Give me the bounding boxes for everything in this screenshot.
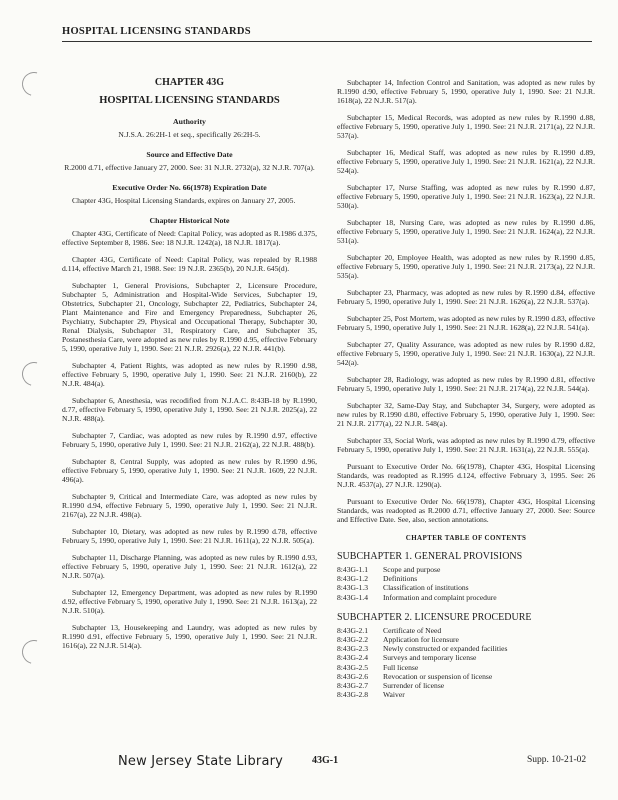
supplement-date: Supp. 10-21-02 (527, 755, 587, 765)
library-stamp: New Jersey State Library (118, 753, 284, 770)
subchapter-1-title: SUBCHAPTER 1. GENERAL PROVISIONS (337, 551, 523, 562)
history-paragraph: Subchapter 10, Dietary, was adopted as new rules by R.1990 d.78, effective February 5, 1990, operative July 1, 1990. See: 21 N.J.R. 1611(a), 22 N.J.R. 505(a). (62, 527, 317, 545)
executive-order-text: Chapter 43G, Hospital Licensing Standards, expires on January 27, 2005. (72, 196, 296, 205)
section-title: Application for licensure (383, 635, 459, 645)
toc-entry[interactable] (337, 690, 595, 699)
section-title: Certificate of Need (383, 625, 442, 635)
history-paragraph: Subchapter 4, Patient Rights, was adopted as new rules by R.1990 d.98, effective February 5, 1990, operative July 1, 1990. See: 21 N.J.R. 2160(b), 22 N.J.R. 484(a). (62, 361, 317, 388)
authority-text: N.J.S.A. 26:2H-1 et seq., specifically 26:2H-5. (118, 130, 261, 139)
history-paragraph: Subchapter 15, Medical Records, was adopted as new rules by R.1990 d.88, effective February 5, 1990, operative July 1, 1990. See: 21 N.J.R. 2171(a), 22 N.J.R. 537(a). (337, 113, 595, 140)
authority-heading: Authority (173, 117, 206, 126)
section-number: 8:43G-1.3 (337, 583, 369, 593)
right-column (337, 78, 595, 710)
history-paragraph: Subchapter 25, Post Mortem, was adopted as new rules by R.1990 d.83, effective February 5, 1990, operative July 1, 1990. See: 21 N.J.R. 1628(a), 22 N.J.R. 541(a). (337, 314, 595, 332)
toc-entry[interactable] (337, 663, 595, 672)
history-paragraph: Subchapter 17, Nurse Staffing, was adopted as new rules by R.1990 d.87, effective February 5, 1990, operative July 1, 1990. See: 21 N.J.R. 1623(a), 22 N.J.R. 530(a). (337, 183, 595, 210)
section-number: 8:43G-1.2 (337, 574, 369, 584)
section-title: Waiver (383, 690, 405, 700)
history-paragraph: Subchapter 33, Social Work, was adopted as new rules by R.1990 d.79, effective February 5, 1990, operative July 1, 1990. See: 21 N.J.R. 1631(a), 22 N.J.R. 555(a). (337, 436, 595, 454)
history-paragraph: Pursuant to Executive Order No. 66(1978), Chapter 43G, Hospital Licensing Standards, was readopted as R.1995 d.124, effective February 3, 1995. See: 26 N.J.R. 4537(a), 27 N.J.R. 1290(a). (337, 462, 595, 489)
source-text: R.2000 d.71, effective January 27, 2000. See: 31 N.J.R. 2732(a), 32 N.J.R. 707(a). (64, 163, 315, 172)
toc-entry[interactable] (337, 583, 595, 592)
toc-entry[interactable] (337, 626, 595, 635)
section-title: Scope and purpose (383, 565, 441, 574)
history-paragraph: Subchapter 16, Medical Staff, was adopted as new rules by R.1990 d.89, effective February 5, 1990, operative July 1, 1990. See: 21 N.J.R. 1621(a), 22 N.J.R. 524(a). (337, 148, 595, 175)
executive-order-heading: Executive Order No. 66(1978) Expiration Date (112, 183, 267, 192)
history-paragraph: Subchapter 1, General Provisions, Subchapter 2, Licensure Procedure, Subchapter 5, Administration and Hospital-Wide Services, Subchapter 19, Obstetrics, Subchapter 21, Oncology, Subchapter 22, Pediatrics, Subchapter 24, Plant Maintenance and Fire and Emergency Preparedness, Subchapter 26, Psychiatry, Subchapter 29, Physical and Occupational Therapy, Subchapter 30, Renal Dialysis, Subchapter 31, Respiratory Care, and Subchapter 35, Postanesthesia Care, were adopted as new rules by R.1990 d.95, effective February 5, 1990, operative July 1, 1990. See: 21 N.J.R. 2926(a), 22 N.J.R. 441(b). (62, 281, 317, 353)
toc-entry[interactable] (337, 681, 595, 690)
section-number: 8:43G-2.4 (337, 653, 369, 663)
history-paragraph: Subchapter 27, Quality Assurance, was adopted as new rules by R.1990 d.82, effective February 5, 1990, operative July 1, 1990. See: 21 N.J.R. 1630(a), 22 N.J.R. 542(a). (337, 340, 595, 367)
toc-entry[interactable] (337, 644, 595, 653)
history-paragraph: Subchapter 9, Critical and Intermediate Care, was adopted as new rules by R.1990 d.94, effective February 5, 1990, operative July 1, 1990. See: 21 N.J.R. 2167(a), 22 N.J.R. 498(a). (62, 492, 317, 519)
toc-heading: CHAPTER TABLE OF CONTENTS (405, 534, 527, 542)
section-title: Classification of institutions (383, 583, 469, 593)
toc-entry[interactable] (337, 593, 595, 602)
subchapter-1-toc (337, 565, 595, 602)
punch-hole-mark (18, 636, 51, 669)
toc-entry[interactable] (337, 635, 595, 644)
history-paragraph: Chapter 43G, Certificate of Need: Capital Policy, was repealed by R.1988 d.114, effective March 21, 1988. See: 19 N.J.R. 2365(b), 20 N.J.R. 645(d). (62, 255, 317, 273)
history-paragraph: Subchapter 11, Discharge Planning, was adopted as new rules by R.1990 d.93, effective February 5, 1990, operative July 1, 1990. See: 21 N.J.R. 1612(a), 22 N.J.R. 507(a). (62, 553, 317, 580)
subchapter-2-title: SUBCHAPTER 2. LICENSURE PROCEDURE (337, 611, 532, 623)
section-title: Definitions (383, 574, 418, 584)
toc-entry[interactable] (337, 565, 595, 574)
section-title: Information and complaint procedure (383, 592, 497, 602)
section-title: Surveys and temporary license (383, 653, 477, 663)
history-paragraph: Subchapter 13, Housekeeping and Laundry, was adopted as new rules by R.1990 d.91, effective February 5, 1990, operative July 1, 1990. See: 21 N.J.R. 1616(a), 22 N.J.R. 514(a). (62, 623, 317, 650)
section-number: 8:43G-2.7 (337, 681, 369, 691)
section-title: Full license (383, 662, 419, 672)
page-number: 43G-1 (312, 755, 339, 766)
section-number: 8:43G-2.3 (337, 644, 369, 654)
punch-hole-mark (18, 68, 51, 101)
history-paragraph: Subchapter 20, Employee Health, was adopted as new rules by R.1990 d.85, effective February 5, 1990, operative July 1, 1990. See: 21 N.J.R. 2173(a), 22 N.J.R. 535(a). (337, 253, 595, 280)
history-paragraph: Subchapter 6, Anesthesia, was recodified from N.J.A.C. 8:43B-18 by R.1990, d.77, effective February 5, 1990, operative July 1, 1990. See: 21 N.J.R. 2025(a), 22 N.J.R. 488(a). (62, 396, 317, 423)
toc-entry[interactable] (337, 672, 595, 681)
history-paragraph: Chapter 43G, Certificate of Need: Capital Policy, was adopted as R.1986 d.375, effective September 8, 1986. See: 18 N.J.R. 1242(a), 18 N.J.R. 1817(a). (62, 229, 317, 247)
chapter-title: HOSPITAL LICENSING STANDARDS (99, 95, 280, 106)
history-paragraph: Subchapter 18, Nursing Care, was adopted as new rules by R.1990 d.86, effective February 5, 1990, operative July 1, 1990. See: 21 N.J.R. 1624(a), 22 N.J.R. 531(a). (337, 218, 595, 245)
toc-entry[interactable] (337, 653, 595, 662)
header-rule (62, 41, 592, 42)
history-paragraph: Pursuant to Executive Order No. 66(1978), Chapter 43G, Hospital Licensing Standards, was readopted as R.2000 d.71, effective January 27, 2000. See: Source and Effective Date. See, also, section annotations. (337, 497, 595, 524)
history-heading: Chapter Historical Note (149, 216, 230, 225)
history-paragraph: Subchapter 28, Radiology, was adopted as new rules by R.1990 d.81, effective February 5, 1990, operative July 1, 1990. See: 21 N.J.R. 2174(a), 22 N.J.R. 544(a). (337, 375, 595, 393)
section-number: 8:43G-2.5 (337, 662, 369, 672)
section-number: 8:43G-2.2 (337, 635, 369, 645)
section-title: Revocation or suspension of license (383, 671, 493, 681)
chapter-number: CHAPTER 43G (154, 77, 225, 88)
left-column (62, 78, 317, 658)
toc-entry[interactable] (337, 574, 595, 583)
section-title: Surrender of license (383, 681, 445, 691)
history-paragraph: Subchapter 23, Pharmacy, was adopted as new rules by R.1990 d.84, effective February 5, 1990, operative July 1, 1990. See: 21 N.J.R. 1626(a), 22 N.J.R. 537(a). (337, 288, 595, 306)
subchapter-2-toc (337, 626, 595, 700)
history-paragraph: Subchapter 8, Central Supply, was adopted as new rules by R.1990 d.96, effective February 5, 1990, operative July 1, 1990. See: 21 N.J.R. 1609, 22 N.J.R. 496(a). (62, 457, 317, 484)
section-number: 8:43G-2.1 (337, 625, 369, 635)
source-heading: Source and Effective Date (146, 150, 233, 159)
section-number: 8:43G-1.1 (337, 565, 369, 574)
history-paragraph: Subchapter 32, Same-Day Stay, and Subchapter 34, Surgery, were adopted as new rules by R.1990 d.80, effective February 5, 1990, operative July 1, 1990. See: 21 N.J.R. 2177(a), 22 N.J.R. 548(a). (337, 401, 595, 428)
history-paragraph: Subchapter 7, Cardiac, was adopted as new rules by R.1990 d.97, effective February 5, 1990, operative July 1, 1990. See: 21 N.J.R. 2162(a), 22 N.J.R. 488(b). (62, 431, 317, 449)
section-number: 8:43G-2.8 (337, 690, 369, 700)
running-header: HOSPITAL LICENSING STANDARDS (62, 26, 251, 37)
history-paragraph: Subchapter 14, Infection Control and Sanitation, was adopted as new rules by R.1990 d.90, effective February 5, 1990, operative July 1, 1990. See: 21 N.J.R. 1618(a), 22 N.J.R. 517(a). (337, 78, 595, 105)
section-title: Newly constructed or expanded facilities (383, 644, 508, 654)
section-number: 8:43G-1.4 (337, 592, 369, 602)
history-paragraph: Subchapter 12, Emergency Department, was adopted as new rules by R.1990 d.92, effective February 5, 1990, operative July 1, 1990. See: 21 N.J.R. 1613(a), 22 N.J.R. 510(a). (62, 588, 317, 615)
punch-hole-mark (18, 358, 51, 391)
section-number: 8:43G-2.6 (337, 671, 369, 681)
